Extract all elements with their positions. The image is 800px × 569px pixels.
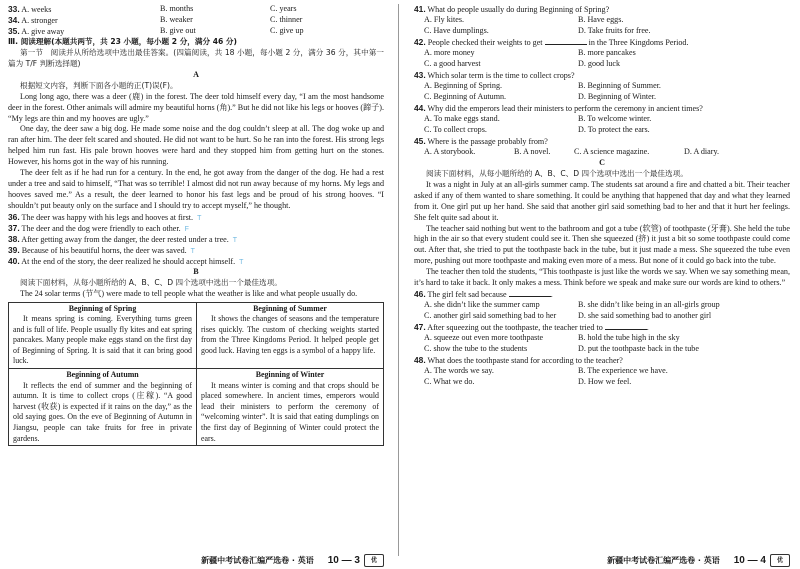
- answer-blank: [509, 289, 551, 297]
- option-b: B. To welcome winter.: [578, 114, 652, 123]
- page-footer: [414, 554, 790, 567]
- passage-a-paragraph: Long long ago, there was a deer (鹿) in the forest. The deer told himself every day, “I am the most handsome deer in the forest. Other animals will admire my beautiful horns (角).” But he did not like his legs or hooves (蹄子). “My legs are thin and my hooves are ugly.”: [8, 91, 384, 123]
- answer-mark: T: [190, 247, 195, 255]
- part1-intro: 第一节 阅读并从所给选项中选出最佳答案。(四篇阅读，共 18 小题，每小题 2 分，满分 36 分，其中第一篇为 T/F 判断选择题): [8, 48, 384, 68]
- cell-title: Beginning of Autumn: [66, 370, 139, 380]
- option-a: A. The words we say.: [424, 365, 494, 375]
- question-34: [8, 15, 384, 26]
- option-d: D. good luck: [578, 59, 621, 68]
- passage-b-label: B: [193, 266, 199, 276]
- answer-mark: F: [184, 225, 189, 233]
- option-c: C. What we do.: [424, 376, 475, 386]
- question-stem: After squeezing out the toothpaste, the teacher tried to: [427, 322, 603, 332]
- question-number: 35.: [8, 26, 20, 36]
- question-42: [414, 37, 790, 48]
- question-36: [8, 212, 384, 223]
- question-stem: What do people usually do during Beginning of Spring?: [427, 5, 610, 14]
- question-number: 42.: [414, 37, 426, 47]
- options-row: [414, 15, 790, 26]
- table-cell-spring: [9, 303, 196, 369]
- passage-c-paragraph: The teacher said nothing but went to the bathroom and got a tube (软管) of toothpaste (牙膏). She held the tube high in the air so that every student could see it. Then she squeezed (挤) it just a bit so some toothpaste could come out. After that, she tried to put the toothpaste back in the tube, but it just made a mess. She squeezed the tube even more, pushing out more toothpaste and making even more of a mess. But none of it could go back into the tube.: [414, 223, 790, 266]
- question-text: The deer was happy with his legs and hooves at first.: [21, 212, 194, 222]
- question-number: 33.: [8, 4, 20, 14]
- question-39: [8, 245, 384, 256]
- option-a: A. she didn’t like the summer camp: [424, 299, 540, 309]
- publisher-logo-icon: 优: [770, 554, 790, 567]
- question-43: [414, 70, 790, 81]
- option-b: B. weaker: [160, 15, 193, 24]
- question-number: 44.: [414, 103, 426, 113]
- option-b: B. months: [160, 4, 194, 13]
- options-row: [414, 147, 790, 158]
- option-c: C. A science magazine.: [574, 147, 650, 156]
- footer-title: 新疆中考试卷汇编严选卷 · 英语: [607, 556, 720, 565]
- option-d: D. she said something bad to another girl: [578, 310, 712, 320]
- question-38: [8, 234, 384, 245]
- option-a: A. Beginning of Spring.: [424, 81, 503, 90]
- option-b: B. give out: [160, 26, 196, 35]
- option-a: A. stronger: [21, 16, 58, 25]
- question-45: [414, 136, 790, 147]
- question-number: 34.: [8, 15, 20, 25]
- options-row: [414, 26, 790, 37]
- options-row: [414, 81, 790, 92]
- option-d: D. put the toothpaste back in the tube: [578, 343, 699, 353]
- cell-text: It means winter is coming and that crops should be placed somewhere. In ancient times, emperors would lead their ministers to perform the ceremony of “welcoming winter”. It is said that eating dumplings on the first day of Beginning of Winter could protect the ears.: [201, 380, 379, 443]
- option-c: C. Have dumplings.: [424, 26, 489, 35]
- page-number: 10 — 4: [733, 555, 766, 566]
- passage-c-paragraph: It was a night in July at an all-girls summer camp. The students sat around a fire and chatted a bit. Their teacher asked if any of them wanted to share something. It could be anything that happened that day and what they learned from it. One girl put up her hand. She said that another girl said something bad to her and that it hurt her feelings. She felt quite sad about it.: [414, 179, 790, 222]
- answer-mark: T: [239, 258, 244, 266]
- question-stem-end: in the Three Kingdoms Period.: [588, 38, 689, 47]
- question-number: 48.: [414, 354, 426, 365]
- solar-terms-table: [8, 302, 384, 447]
- question-text: After getting away from the danger, the deer rested under a tree.: [21, 234, 229, 244]
- option-c: C. a good harvest: [424, 59, 481, 68]
- passage-b-instruction: 阅读下面材料，从每小题所给的 A、B、C、D 四个选项中选出一个最佳选项。: [20, 277, 282, 287]
- question-48: [414, 355, 790, 366]
- options-row: [414, 48, 790, 59]
- option-b: B. Beginning of Summer.: [578, 81, 661, 90]
- question-stem: Which solar term is the time to collect crops?: [427, 71, 575, 80]
- question-number: 37.: [8, 222, 20, 233]
- cell-title: Beginning of Winter: [255, 370, 325, 380]
- option-a: A. squeeze out even more toothpaste: [424, 332, 544, 342]
- option-d: D. Beginning of Winter.: [578, 92, 656, 101]
- option-a: A. more money: [424, 48, 475, 57]
- page-footer: [8, 554, 384, 567]
- question-text: The deer and the dog were friendly to each other.: [21, 223, 181, 233]
- question-text: Because of his beautiful horns, the deer was saved.: [21, 245, 187, 255]
- cell-text: It shows the changes of seasons and the temperature rises quickly. The custom of checking weights started from the Three Kingdoms Period. It helped people get good luck. Having ten eggs is a symbol of a happy life.: [201, 314, 379, 355]
- option-a: A. Fly kites.: [424, 15, 465, 24]
- option-c: C. thinner: [270, 15, 303, 24]
- publisher-logo-icon: 优: [364, 554, 384, 567]
- question-stem: The girl felt sad because: [427, 289, 507, 299]
- question-37: [8, 223, 384, 234]
- option-a: A. To make eggs stand.: [424, 114, 500, 123]
- passage-a-label: A: [193, 69, 199, 79]
- question-number: 47.: [414, 321, 426, 332]
- answer-mark: T: [197, 214, 202, 222]
- question-stem: Where is the passage probably from?: [427, 137, 548, 146]
- passage-a-paragraph: One day, the deer saw a big dog. He made some noise and the dog couldn’t sleep at all. The dog woke up and ran after him. The deer felt scared and shouted. He did not want to be hurt. So he ran into the forest. His strong legs helped him run fast. His pale brown hooves were hard and they stopped him from getting hurt on the stones. However, his horns got in the way of his running.: [8, 124, 384, 167]
- option-d: D. How we feel.: [578, 376, 632, 386]
- option-b: B. more pancakes: [578, 48, 636, 57]
- answer-blank: [605, 322, 647, 330]
- option-c: C. another girl said something bad to her: [424, 310, 557, 320]
- answer-blank: [545, 37, 587, 45]
- question-number: 38.: [8, 233, 20, 244]
- cell-text: It reflects the end of summer and the beginning of autumn. It is time to collect crops (庄稼). “A good harvest (收获) is expected if it rains on the day,” as the old saying goes. On the eve of Beginning of Autumn in Jiangsu, people can take fruits for free in private gardens.: [13, 380, 192, 443]
- options-row: [414, 59, 790, 70]
- option-c: C. years: [270, 4, 297, 13]
- question-number: 40.: [8, 255, 20, 266]
- passage-a-paragraph: The deer felt as if he had run for a century. In the end, he got away from the danger of the dog. He had a rest under a tree and said to himself, “That was so terrible! I almost did not run away because of my horns. My legs and hooves saved me.” As a result, the deer learned to honor his fast legs and be proud of his strong hooves. “I shouldn’t put beauty only on the surface and I should try to accept myself,” he thought.: [8, 168, 384, 210]
- option-b: B. hold the tube high in the sky: [578, 332, 680, 342]
- question-41: [414, 4, 790, 15]
- option-c: C. give up: [270, 26, 304, 35]
- footer-title: 新疆中考试卷汇编严选卷 · 英语: [201, 556, 314, 565]
- option-d: D. To protect the ears.: [578, 125, 650, 134]
- question-number: 43.: [414, 70, 426, 80]
- question-number: 45.: [414, 136, 426, 146]
- option-d: D. Take fruits for free.: [578, 26, 651, 35]
- question-46: 46. The girl felt sad because .: [414, 288, 553, 299]
- option-d: D. A diary.: [684, 147, 719, 156]
- options-row: [414, 114, 790, 125]
- question-stem: Why did the emperors lead their ministers to perform the ceremony in ancient times?: [427, 104, 703, 113]
- option-b: B. she didn’t like being in an all-girls group: [578, 299, 720, 309]
- question-number: 39.: [8, 244, 20, 255]
- section-title: Ⅲ. 阅读理解(本题共两节，共 23 小题，每小题 2 分，满分 46 分): [8, 37, 237, 46]
- question-35: [8, 26, 384, 37]
- options-row: [414, 377, 790, 388]
- passage-c-paragraph: The teacher then told the students, “This toothpaste is just like the words we say. When we say something mean, it’s hard to take it back. It only makes a mess. Think before we speak and make sure our words are kind to others.”: [414, 267, 790, 288]
- cell-title: Beginning of Summer: [253, 303, 327, 313]
- table-cell-winter: [196, 368, 383, 445]
- column-divider: [398, 4, 399, 556]
- option-b: B. The experience we have.: [578, 365, 668, 375]
- table-cell-summer: [196, 303, 383, 369]
- cell-title: Beginning of Spring: [68, 303, 137, 313]
- question-stem: What does the toothpaste stand for according to the teacher?: [427, 355, 623, 365]
- option-a: A. give away: [21, 27, 65, 36]
- passage-c-instruction: 阅读下面材料，从每小题所给的 A、B、C、D 四个选项中选出一个最佳选项。: [426, 169, 688, 178]
- option-a: A. A storybook.: [424, 147, 476, 156]
- question-40: [8, 256, 384, 267]
- options-row: [414, 300, 790, 311]
- option-b: B. Have eggs.: [578, 15, 624, 24]
- option-c: C. show the tube to the students: [424, 343, 528, 353]
- answer-mark: T: [232, 236, 238, 244]
- question-33: [8, 4, 384, 15]
- question-text: At the end of the story, the deer realized he should accept himself.: [21, 256, 236, 266]
- cell-text: It means spring is coming. Everything turns green and is full of life. People usually fly kites and eat spring pancakes. Many people make eggs stand on the first day of Beginning of Spring. It is said that it can bring good luck.: [13, 314, 192, 366]
- left-column: [8, 4, 384, 446]
- option-c: C. To collect crops.: [424, 125, 487, 134]
- question-number: 41.: [414, 4, 426, 14]
- option-b: B. A novel.: [514, 147, 551, 156]
- option-c: C. Beginning of Autumn.: [424, 92, 507, 101]
- question-number: 36.: [8, 211, 20, 222]
- passage-a-instruction: 根据短文内容，判断下面各小题的正(T)误(F)。: [20, 80, 178, 90]
- options-row: [414, 366, 790, 377]
- option-a: A. weeks: [21, 5, 52, 14]
- question-47: 47. After squeezing out the toothpaste, the teacher tried to .: [414, 321, 649, 332]
- options-row: [414, 125, 790, 136]
- question-44: [414, 103, 790, 114]
- table-cell-autumn: [9, 368, 196, 445]
- options-row: [414, 333, 790, 344]
- question-number: 46.: [414, 288, 426, 299]
- options-row: [414, 92, 790, 103]
- question-stem: People checked their weights to get: [427, 38, 543, 47]
- right-column: [414, 4, 790, 388]
- options-row: [414, 311, 790, 322]
- passage-c-label: C: [599, 158, 605, 167]
- options-row: [414, 344, 790, 355]
- page-number: 10 — 3: [327, 555, 360, 566]
- passage-b-intro: The 24 solar terms (节气) were made to tell people what the weather is like and what people usually do.: [20, 288, 358, 298]
